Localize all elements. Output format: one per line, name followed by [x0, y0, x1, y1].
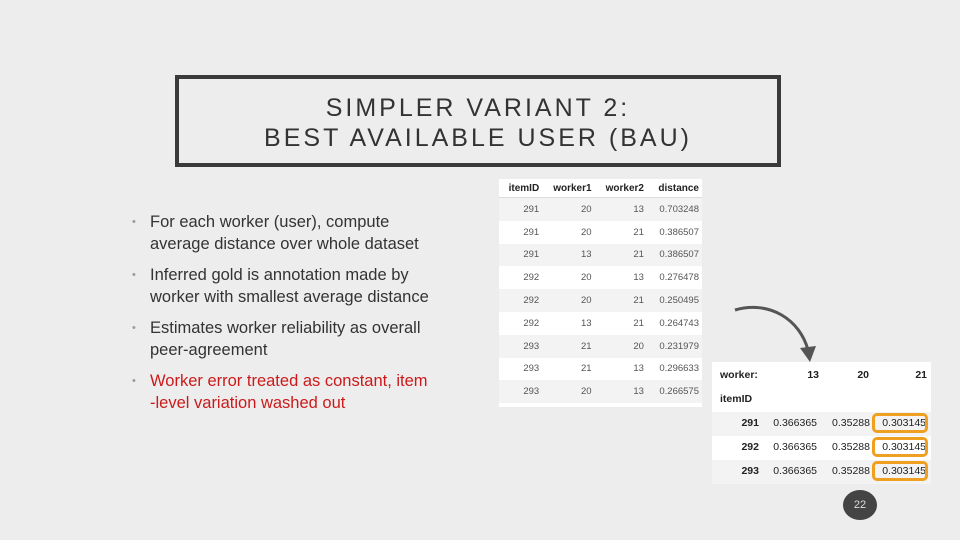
- table-cell: 13: [633, 363, 644, 375]
- table-cell: 291: [499, 198, 542, 221]
- table-cell: 13: [595, 198, 647, 221]
- min-highlight-box: [872, 413, 928, 433]
- column-header: 20: [857, 369, 869, 381]
- column-header: 21: [915, 369, 927, 381]
- table-cell: 0.35288: [832, 417, 870, 429]
- bullet-text-line: peer-agreement: [150, 341, 268, 359]
- table-cell: 0.303145: [882, 417, 926, 429]
- table-cell: 13: [595, 380, 647, 403]
- column-header: worker2: [595, 179, 647, 198]
- bullet-dot-icon: •: [132, 375, 136, 387]
- table-cell: 0.303145: [882, 465, 926, 477]
- table-cell: 0.296633: [659, 363, 699, 375]
- table-cell: 0.250495: [647, 289, 702, 312]
- table-cell: 20: [581, 272, 592, 284]
- row-index: 291: [741, 417, 759, 429]
- table-cell: 291: [523, 226, 540, 238]
- min-highlight-box: [872, 461, 928, 481]
- table-cell: 293: [499, 335, 542, 358]
- bullet-text-line: Worker error treated as constant, item: [150, 372, 428, 390]
- table-cell: 21: [542, 335, 594, 358]
- column-header: distance: [647, 179, 702, 198]
- table-cell: 20: [542, 198, 594, 221]
- table-cell: 291: [499, 244, 542, 267]
- table-cell: 0.35288: [832, 465, 870, 477]
- table-cell: 13: [542, 244, 594, 267]
- title-line-2: BEST AVAILABLE USER (BAU): [264, 124, 692, 152]
- table-header-row: [712, 364, 931, 388]
- table-cell: 0.386507: [647, 244, 702, 267]
- table-cell: 0.266575: [647, 380, 702, 403]
- table-cell: 0.386507: [659, 226, 699, 238]
- table-cell: 293: [499, 380, 542, 403]
- title-line-1: SIMPLER VARIANT 2:: [325, 94, 631, 122]
- table-cell: 21: [633, 226, 644, 238]
- table-cell: 20: [542, 380, 594, 403]
- column-header: itemID: [499, 179, 542, 198]
- bullet-text-line: Inferred gold is annotation made by: [150, 266, 409, 284]
- table-cell: 20: [581, 226, 592, 238]
- table-cell: 293: [523, 363, 540, 375]
- table-cell: 292: [523, 272, 540, 284]
- table-cell: 13: [633, 272, 644, 284]
- column-header: 13: [807, 369, 819, 381]
- bullet-dot-icon: •: [132, 216, 136, 228]
- table-cell: 20: [595, 335, 647, 358]
- table-cell: 21: [595, 289, 647, 312]
- table-cell: 0.703248: [647, 198, 702, 221]
- page-number: 22: [843, 490, 877, 520]
- bullet-text-line: Estimates worker reliability as overall: [150, 319, 421, 337]
- table-index-row: [712, 388, 931, 412]
- bullet-text-line: For each worker (user), compute: [150, 213, 390, 231]
- table-cell: 0.303145: [882, 441, 926, 453]
- table-cell: 13: [581, 317, 592, 329]
- table-cell: 0.366365: [773, 441, 817, 453]
- table-cell: 0.366365: [773, 465, 817, 477]
- table-cell: 292: [499, 289, 542, 312]
- table-cell: 292: [523, 317, 540, 329]
- table-cell: 0.231979: [647, 335, 702, 358]
- bullet-text-line: average distance over whole dataset: [150, 235, 419, 253]
- min-highlight-box: [872, 437, 928, 457]
- table-cell: 21: [581, 363, 592, 375]
- table-cell: 20: [542, 289, 594, 312]
- row-index: 293: [741, 465, 759, 477]
- table-cell: 0.264743: [659, 317, 699, 329]
- table-cell: 21: [595, 244, 647, 267]
- table-cell: 0.35288: [832, 441, 870, 453]
- bullet-text-line: worker with smallest average distance: [150, 288, 429, 306]
- row-index: 292: [741, 441, 759, 453]
- table-cell: 0.366365: [773, 417, 817, 429]
- table-cell: 21: [633, 317, 644, 329]
- bullet-dot-icon: •: [132, 322, 136, 334]
- bullet-dot-icon: •: [132, 269, 136, 281]
- bullet-text-line: -level variation washed out: [150, 394, 346, 412]
- worker-label: worker:: [720, 369, 758, 381]
- index-label: itemID: [720, 393, 753, 405]
- column-header: worker1: [542, 179, 594, 198]
- table-cell: 0.276478: [659, 272, 699, 284]
